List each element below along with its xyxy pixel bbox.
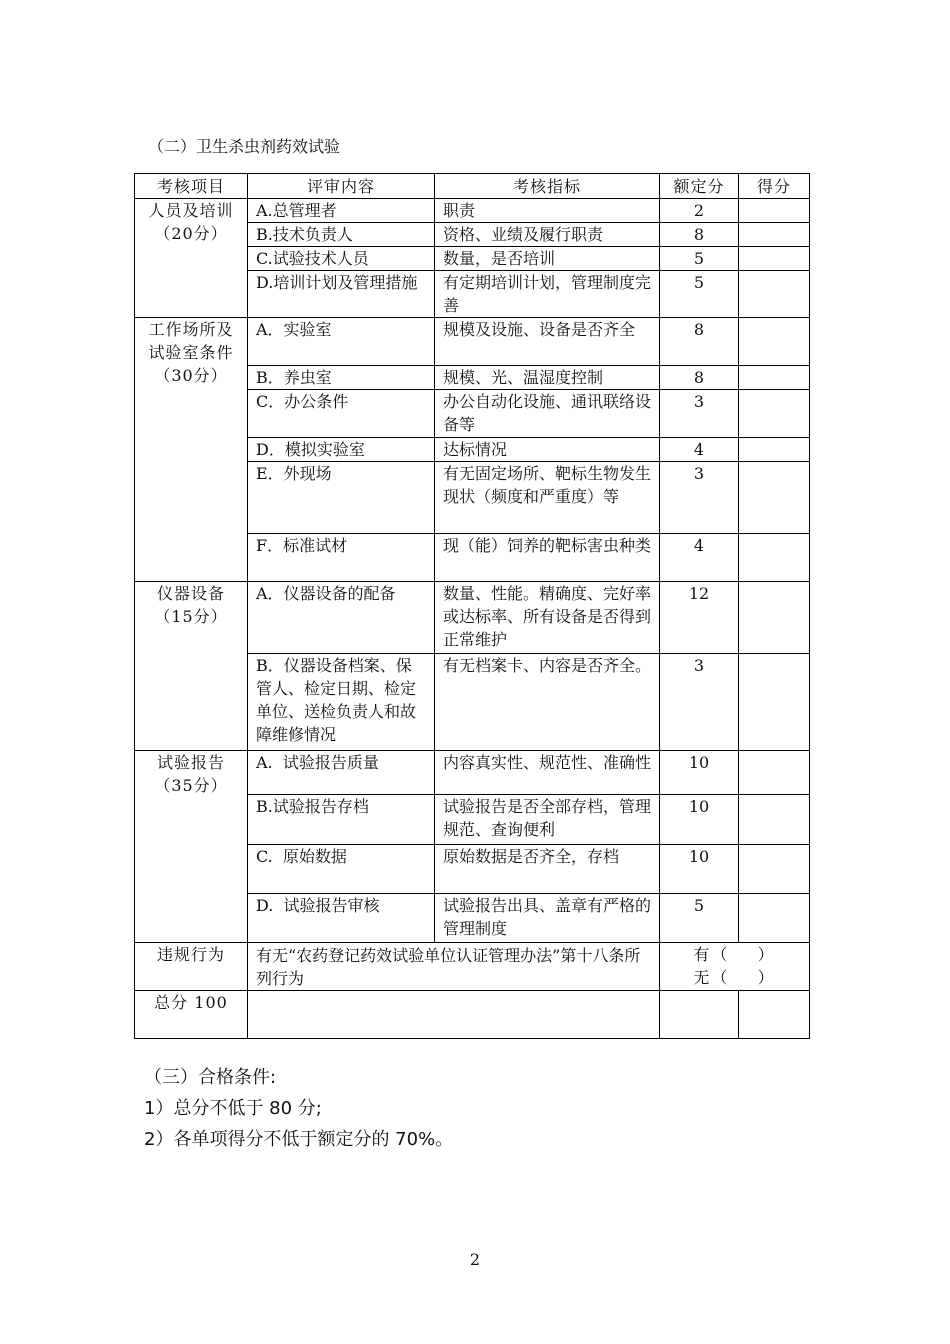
content-cell: B.技术负责人 [248, 223, 435, 247]
table-row [135, 582, 810, 654]
points-cell: 12 [660, 582, 739, 654]
conditions-title: （三）合格条件: [144, 1067, 277, 1088]
category-cell: 试验报告 （35分） [135, 751, 248, 943]
points-cell: 5 [660, 271, 739, 318]
indicator-cell: 原始数据是否齐全，存档 [435, 845, 660, 894]
content-cell: A.总管理者 [248, 199, 435, 223]
score-cell[interactable] [739, 751, 810, 795]
score-cell[interactable] [739, 582, 810, 654]
points-cell: 3 [660, 390, 739, 438]
content-cell: B．养虫室 [248, 366, 435, 390]
violation-label: 违规行为 [135, 943, 248, 991]
violation-yes[interactable]: 有（ ） [693, 945, 776, 964]
content-cell: D.培训计划及管理措施 [248, 271, 435, 318]
category-cell: 工作场所及试验室条件（30分） [135, 318, 248, 582]
qualification-conditions [144, 1064, 453, 1157]
indicator-cell: 资格、业绩及履行职责 [435, 223, 660, 247]
header-score: 得分 [739, 174, 810, 199]
points-cell: 4 [660, 534, 739, 582]
violation-content: 有无“农药登记药效试验单位认证管理办法”第十八条所列行为 [248, 943, 660, 991]
score-cell[interactable] [739, 390, 810, 438]
score-cell[interactable] [739, 366, 810, 390]
section-title: （二）卫生杀虫剂药效试验 [148, 137, 341, 156]
condition-item: 1）总分不低于 80 分; [144, 1098, 322, 1119]
points-cell: 2 [660, 199, 739, 223]
content-cell: B.试验报告存档 [248, 795, 435, 845]
total-row [135, 991, 810, 1039]
content-cell: B．仪器设备档案、保管人、检定日期、检定单位、送检负责人和故障维修情况 [248, 654, 435, 751]
content-cell: C．办公条件 [248, 390, 435, 438]
score-cell[interactable] [739, 654, 810, 751]
score-cell[interactable] [739, 795, 810, 845]
score-cell[interactable] [739, 271, 810, 318]
table-row [135, 318, 810, 366]
content-cell: C. 原始数据 [248, 845, 435, 894]
condition-item: 2）各单项得分不低于额定分的 70%。 [144, 1129, 454, 1150]
indicator-cell: 有无档案卡、内容是否齐全。 [435, 654, 660, 751]
table-row [135, 199, 810, 223]
points-cell: 5 [660, 247, 739, 271]
content-cell: A．实验室 [248, 318, 435, 366]
category-cell: 仪器设备 （15分） [135, 582, 248, 751]
header-content: 评审内容 [248, 174, 435, 199]
score-cell[interactable] [739, 318, 810, 366]
violation-no[interactable]: 无（ ） [693, 968, 776, 987]
indicator-cell: 数量，是否培训 [435, 247, 660, 271]
total-label: 总分 100 [135, 991, 248, 1039]
indicator-cell: 规模及设施、设备是否齐全 [435, 318, 660, 366]
violation-choice[interactable] [660, 943, 810, 991]
points-cell: 10 [660, 845, 739, 894]
points-cell: 8 [660, 223, 739, 247]
content-cell: F．标准试材 [248, 534, 435, 582]
score-cell[interactable] [739, 534, 810, 582]
content-cell: C.试验技术人员 [248, 247, 435, 271]
assessment-table [134, 173, 810, 1039]
total-points-cell [660, 991, 739, 1039]
indicator-cell: 内容真实性、规范性、准确性 [435, 751, 660, 795]
indicator-cell: 数量、性能。精确度、完好率或达标率、所有设备是否得到正常维护 [435, 582, 660, 654]
score-cell[interactable] [739, 462, 810, 534]
header-rated-points: 额定分 [660, 174, 739, 199]
points-cell: 5 [660, 894, 739, 943]
content-cell: D．模拟实验室 [248, 438, 435, 462]
points-cell: 10 [660, 795, 739, 845]
points-cell: 8 [660, 318, 739, 366]
page-number: 2 [469, 1250, 481, 1269]
table-header-row [135, 174, 810, 199]
indicator-cell: 办公自动化设施、通讯联络设备等 [435, 390, 660, 438]
content-cell: E．外现场 [248, 462, 435, 534]
total-content-cell [248, 991, 660, 1039]
indicator-cell: 有无固定场所、靶标生物发生现状（频度和严重度）等 [435, 462, 660, 534]
points-cell: 8 [660, 366, 739, 390]
indicator-cell: 规模、光、温湿度控制 [435, 366, 660, 390]
content-cell: A．仪器设备的配备 [248, 582, 435, 654]
score-cell[interactable] [739, 247, 810, 271]
violation-row [135, 943, 810, 991]
category-cell: 人员及培训 （20分） [135, 199, 248, 318]
content-cell: A. 试验报告质量 [248, 751, 435, 795]
points-cell: 3 [660, 654, 739, 751]
points-cell: 3 [660, 462, 739, 534]
score-cell[interactable] [739, 894, 810, 943]
indicator-cell: 现（能）饲养的靶标害虫种类 [435, 534, 660, 582]
total-score-cell[interactable] [739, 991, 810, 1039]
score-cell[interactable] [739, 438, 810, 462]
header-indicator: 考核指标 [435, 174, 660, 199]
score-cell[interactable] [739, 845, 810, 894]
indicator-cell: 达标情况 [435, 438, 660, 462]
points-cell: 10 [660, 751, 739, 795]
points-cell: 4 [660, 438, 739, 462]
header-item: 考核项目 [135, 174, 248, 199]
indicator-cell: 试验报告是否全部存档，管理规范、查询便利 [435, 795, 660, 845]
indicator-cell: 有定期培训计划，管理制度完善 [435, 271, 660, 318]
indicator-cell: 职责 [435, 199, 660, 223]
score-cell[interactable] [739, 223, 810, 247]
indicator-cell: 试验报告出具、盖章有严格的管理制度 [435, 894, 660, 943]
score-cell[interactable] [739, 199, 810, 223]
content-cell: D. 试验报告审核 [248, 894, 435, 943]
table-row [135, 751, 810, 795]
